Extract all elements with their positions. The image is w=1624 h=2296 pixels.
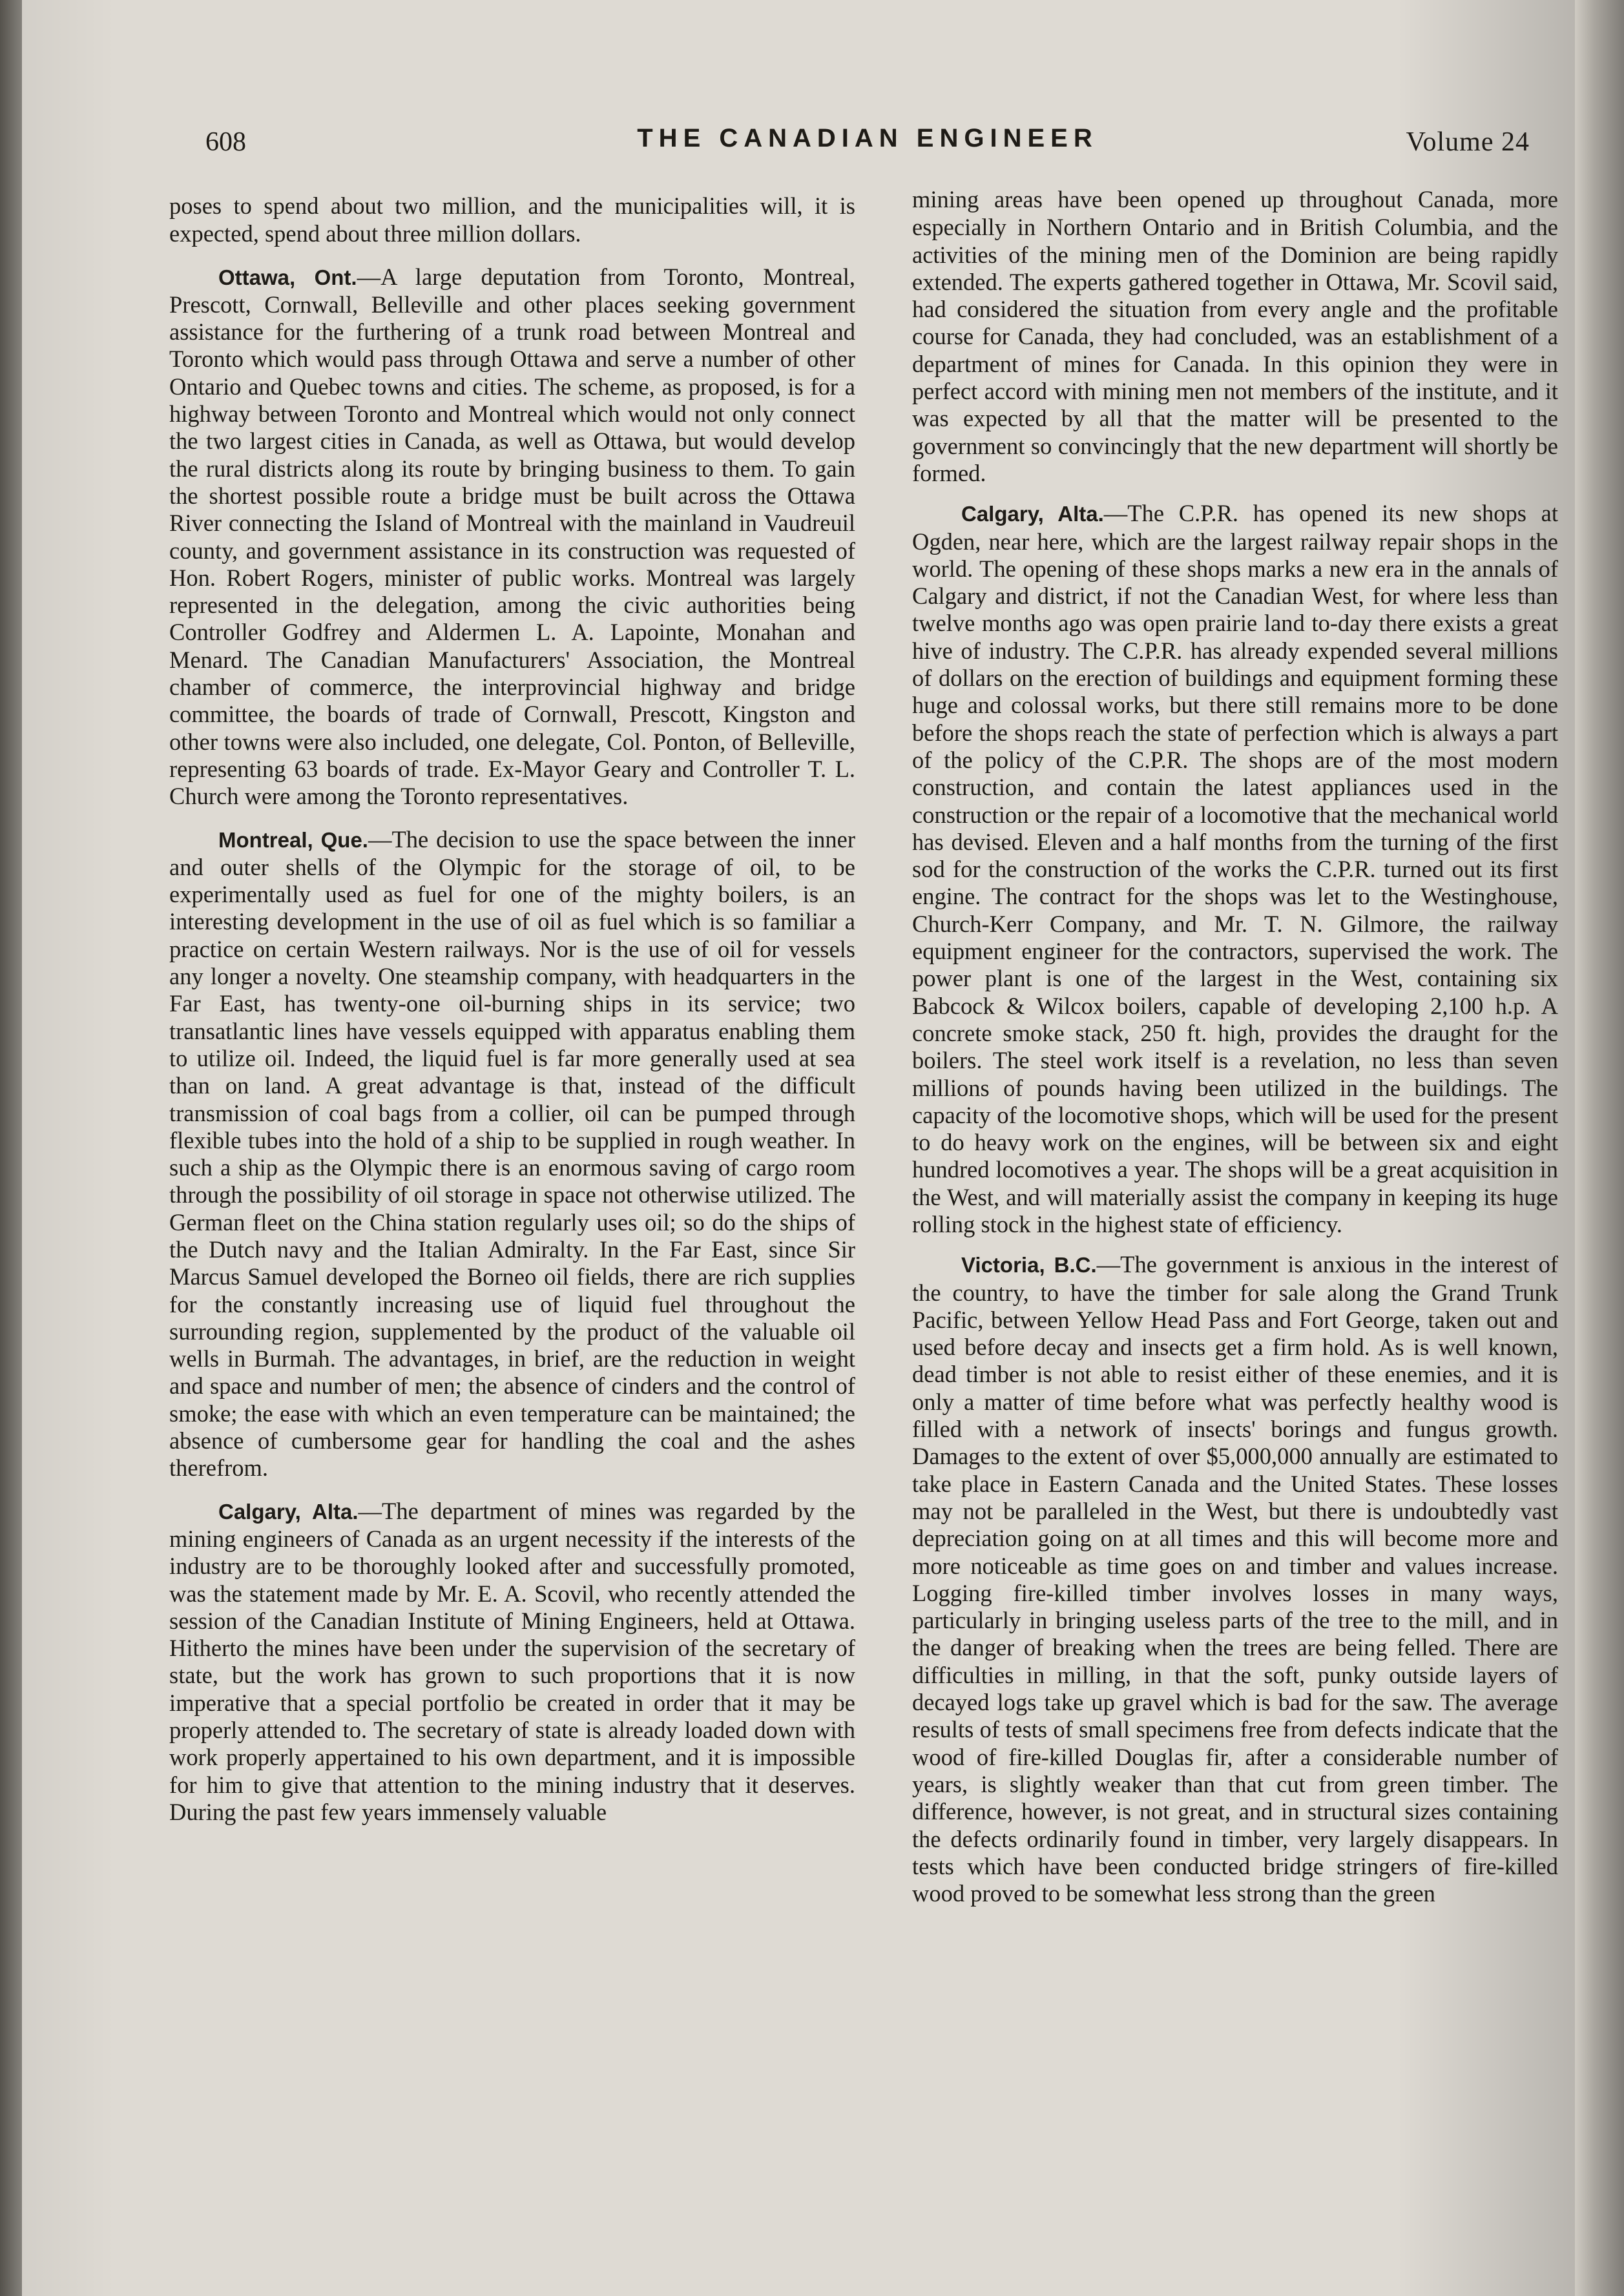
- left-column: [169, 192, 855, 1839]
- paragraph: [912, 500, 1558, 1238]
- paragraph-text: —The government is anxious in the interest of the country, to have the timber for sale along the Grand Trunk Pacific, between Yellow Head Pass and Fort George, taken out and used before decay and insects get a firm hold. As is well known, dead timber is not able to resist either of these enemies, and it is only a matter of time before what was perfectly healthy wood is filled with a network of insects' borings and fungus growth. Damages to the extent of over $5,000,000 annually are estimated to take place in Eastern Canada and the United States. These losses may not be paralleled in the West, but there is undoubtedly vast depreciation going on at all times and this will become more and more noticeable as time goes on and timber and values increase. Logging fire-killed timber involves losses in many ways, particularly in bringing useless parts of the tree to the mill, and in the danger of breaking when the trees are being felled. There are difficulties in milling, in that the soft, punky outside layers of decayed logs take up gravel which is bad for the saw. The average results of tests of small specimens free from defects indicate that the wood of fire-killed Douglas fir, after a considerable number of years, is slightly weaker than that cut from green timber. The difference, however, is not great, and in structural sizes containing the defects ordinarily found in timber, very largely disappears. In tests which have been conducted bridge stringers of fire-killed wood proved to be somewhat less strong than the green: [912, 1251, 1558, 1907]
- paragraph-text: —The department of mines was regarded by the mining engineers of Canada as an urgent necessity if the interests of the industry are to be thoroughly looked after and successfully promoted, was the statement made by Mr. E. A. Scovil, who recently attended the session of the Canadian Institute of Mining Engineers, held at Ottawa. Hitherto the mines have been under the supervision of the secretary of state, but the work has grown to such proportions that it is now imperative that a special portfolio be created in order that it may be properly attended to. The secretary of state is already loaded down with work properly appertained to his own department, and it is impossible for him to give that attention to the mining industry that it deserves. During the past few years immensely valuable: [169, 1497, 855, 1825]
- paragraph: [169, 826, 855, 1482]
- paragraph: [169, 192, 855, 248]
- running-header: [205, 124, 1530, 165]
- dateline: Calgary, Alta.: [961, 502, 1104, 526]
- right-column: [912, 186, 1558, 1920]
- dateline: Ottawa, Ont.: [218, 265, 357, 289]
- journal-title: THE CANADIAN ENGINEER: [637, 124, 1098, 152]
- page-edge: [1575, 0, 1624, 2296]
- paragraph-text: —The C.P.R. has opened its new shops at Ogden, near here, which are the largest railway repair shops in the world. The opening of these shops marks a new era in the annals of Calgary and district, if not the Canadian West, for where less than twelve months ago was open prairie land to-day there exists a great hive of industry. The C.P.R. has already expended several millions of dollars on the erection of buildings and equipment forming these huge and colossal works, but there still remains more to be done before the shops reach the state of perfection which is always a part of the policy of the C.P.R. The shops are of the most modern construction, and contain the latest appliances used in the construction or the repair of a locomotive that the mechanical world has devised. Eleven and a half months from the turning of the first sod for the construction of the works the C.P.R. turned out its first engine. The contract for the shops was let to the Westinghouse, Church-Kerr Company, and Mr. T. N. Gilmore, the railway equipment engineer for the contractors, supervised the work. The power plant is one of the largest in the West, containing six Babcock & Wilcox boilers, capable of developing 2,100 h.p. A concrete smoke stack, 250 ft. high, provides the draught for the boilers. The steel work itself is a revelation, no less than seven millions of pounds having been utilized in the buildings. The capacity of the locomotive shops, which will be used for the present to do heavy work on the engines, will be between six and eight hundred locomotives a year. The shops will be a great acquisition in the West, and will materially assist the company in keeping its huge rolling stock in the highest state of efficiency.: [912, 500, 1558, 1237]
- paragraph: [169, 1498, 855, 1826]
- paragraph: [912, 1251, 1558, 1907]
- volume-label: Volume 24: [1406, 127, 1530, 157]
- paragraph-text: —The decision to use the space between the inner and outer shells of the Olympic for the storage of oil, to be experimentally used as fuel for one of the mighty boilers, is an interesting development in the use of oil as fuel which is so familiar a practice on certain Western railways. Nor is the use of oil for vessels any longer a novelty. One steamship company, with headquarters in the Far East, has twenty-one oil-burning ships in its service; two transatlantic lines have vessels equipped with apparatus enabling them to utilize oil. Indeed, the liquid fuel is far more generally used at sea than on land. A great advantage is that, instead of the difficult transmission of coal bags from a collier, oil can be pumped through flexible tubes into the hold of a ship to be supplied in rough weather. In such a ship as the Olympic there is an enormous saving of cargo room through the possibility of oil storage in space not otherwise utilized. The German fleet on the China station regularly uses oil; so do the ships of the Dutch navy and the Italian Admiralty. In the Far East, since Sir Marcus Samuel developed the Borneo oil fields, there are rich supplies for the constantly increasing use of liquid fuel throughout the surrounding region, supplemented by the product of the valuable oil wells in Burmah. The advantages, in brief, are the reduction in weight and space and number of men; the absence of cinders and the control of smoke; the ease with which an even temperature can be maintained; the absence of cumbersome gear for handling the coal and the ashes therefrom.: [169, 825, 855, 1482]
- dateline: Victoria, B.C.: [961, 1253, 1097, 1277]
- dateline: Calgary, Alta.: [218, 1499, 359, 1524]
- paragraph-text: —A large deputation from Toronto, Montreal, Prescott, Cornwall, Belleville and other places seeking government assistance for the furthering of a trunk road between Montreal and Toronto which would pass through Ottawa and serve a number of other Ontario and Quebec towns and cities. The scheme, as proposed, is for a highway between Toronto and Montreal which would not only connect the two largest cities in Canada, as well as Ottawa, but would develop the rural districts along its route by bringing business to them. To gain the shortest possible route a bridge must be built across the Ottawa River connecting the Island of Montreal with the mainland in Vaudreuil county, and government assistance in its construction was requested of Hon. Robert Rogers, minister of public works. Montreal was largely represented in the delegation, among the civic authorities being Controller Godfrey and Aldermen L. A. Lapointe, Monahan and Menard. The Canadian Manufacturers' Association, the Montreal chamber of commerce, the interprovincial highway and bridge committee, the boards of trade of Cornwall, Prescott, Kingston and other towns were also included, one delegate, Col. Ponton, of Belleville, representing 63 boards of trade. Ex-Mayor Geary and Controller T. L. Church were among the Toronto representatives.: [169, 263, 855, 810]
- paragraph: [169, 264, 855, 811]
- dateline: Montreal, Que.: [218, 827, 368, 852]
- page-number: 608: [205, 127, 246, 157]
- paragraph: [912, 186, 1558, 487]
- paragraph-text: poses to spend about two million, and the municipalities will, it is expected, spend about three million dollars.: [169, 192, 855, 247]
- paragraph-text: mining areas have been opened up throughout Canada, more especially in Northern Ontario and in British Columbia, and the activities of the mining men of the Dominion are being rapidly extended. The experts gathered together in Ottawa, Mr. Scovil said, had considered the situation from every angle and the profitable course for Canada, they had concluded, was an establishment of a department of mines for Canada. In this opinion they were in perfect accord with mining men not members of the institute, and it was expected by all that the matter will be presented to the government so convincingly that the new department will shortly be formed.: [912, 186, 1558, 486]
